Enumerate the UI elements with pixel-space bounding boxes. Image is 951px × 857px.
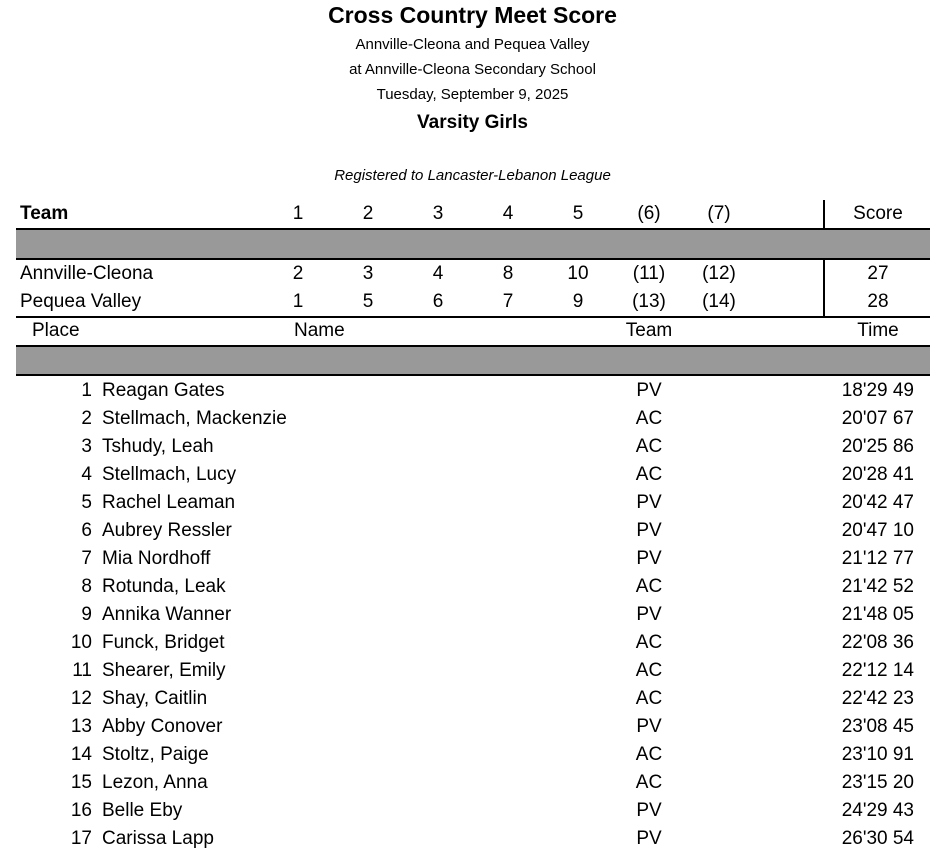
runner-team: PV bbox=[636, 828, 662, 849]
header-band bbox=[16, 347, 930, 374]
team-place: (11) bbox=[632, 263, 666, 284]
team-col-header: 3 bbox=[432, 203, 444, 224]
team-score: 27 bbox=[867, 263, 889, 284]
runner-team: PV bbox=[636, 380, 662, 401]
runner-time: 20'47 10 bbox=[841, 520, 914, 541]
runner-time: 22'08 36 bbox=[841, 632, 914, 653]
runner-time: 23'15 20 bbox=[841, 772, 914, 793]
runner-time: 20'25 86 bbox=[841, 436, 914, 457]
header-band bbox=[16, 230, 930, 258]
team-col-header: 2 bbox=[362, 203, 374, 224]
page-title: Cross Country Meet Score bbox=[328, 2, 617, 28]
place: 17 bbox=[70, 828, 92, 849]
team-score: 28 bbox=[867, 291, 889, 312]
team-place: 10 bbox=[567, 263, 589, 284]
runner-team: PV bbox=[636, 548, 662, 569]
runner-name: Rachel Leaman bbox=[102, 492, 236, 513]
time-header: Time bbox=[857, 320, 899, 341]
runner-name: Abby Conover bbox=[102, 716, 223, 737]
runner-name: Lezon, Anna bbox=[102, 772, 208, 793]
runner-time: 21'48 05 bbox=[841, 604, 914, 625]
team-header: Team bbox=[20, 203, 69, 224]
divider bbox=[16, 316, 930, 318]
team-name: Annville-Cleona bbox=[20, 263, 154, 284]
runner-time: 21'42 52 bbox=[841, 576, 914, 597]
runner-time: 21'12 77 bbox=[841, 548, 914, 569]
place: 6 bbox=[81, 520, 92, 541]
place: 4 bbox=[81, 464, 92, 485]
runner-team: PV bbox=[636, 492, 662, 513]
runner-name: Aubrey Ressler bbox=[102, 520, 232, 541]
team-place: 3 bbox=[362, 263, 374, 284]
team-place: 6 bbox=[432, 291, 444, 312]
team-place: 7 bbox=[502, 291, 514, 312]
place: 16 bbox=[70, 800, 92, 821]
runner-team: AC bbox=[635, 688, 663, 709]
team-place: 1 bbox=[292, 291, 304, 312]
runner-team: AC bbox=[635, 660, 663, 681]
runner-time: 23'10 91 bbox=[841, 744, 914, 765]
runner-team: AC bbox=[635, 408, 663, 429]
runner-team: AC bbox=[635, 632, 663, 653]
place: 12 bbox=[70, 688, 92, 709]
runner-time: 20'28 41 bbox=[841, 464, 914, 485]
runner-team: AC bbox=[635, 576, 663, 597]
runner-name: Stellmach, Mackenzie bbox=[102, 408, 287, 429]
runner-time: 24'29 43 bbox=[841, 800, 914, 821]
team-place: (13) bbox=[632, 291, 666, 312]
runner-name: Mia Nordhoff bbox=[102, 548, 211, 569]
place: 13 bbox=[70, 716, 92, 737]
place: 2 bbox=[81, 408, 92, 429]
runner-name: Funck, Bridget bbox=[102, 632, 225, 653]
team-place: 5 bbox=[362, 291, 374, 312]
team-col-header: (7) bbox=[707, 203, 731, 224]
place: 11 bbox=[72, 660, 92, 681]
team-col-header: 1 bbox=[292, 203, 304, 224]
place-header: Place bbox=[32, 320, 80, 341]
team-col-header: 4 bbox=[502, 203, 514, 224]
runner-time: 20'42 47 bbox=[841, 492, 914, 513]
runner-team: PV bbox=[636, 604, 662, 625]
divider bbox=[16, 374, 930, 376]
runner-team: AC bbox=[635, 744, 663, 765]
runner-time: 22'12 14 bbox=[841, 660, 914, 681]
runner-team: PV bbox=[636, 520, 662, 541]
runner-time: 23'08 45 bbox=[841, 716, 914, 737]
league-note: Registered to Lancaster-Lebanon League bbox=[334, 167, 611, 184]
runner-team: AC bbox=[635, 464, 663, 485]
runner-name: Shay, Caitlin bbox=[102, 688, 208, 709]
team-place: 8 bbox=[502, 263, 514, 284]
team-col-header: 5 bbox=[572, 203, 584, 224]
team-col-header: Team bbox=[625, 320, 673, 341]
place: 10 bbox=[70, 632, 92, 653]
runner-time: 18'29 49 bbox=[841, 380, 914, 401]
place: 1 bbox=[81, 380, 92, 401]
team-place: 4 bbox=[432, 263, 444, 284]
team-place: (12) bbox=[702, 263, 736, 284]
place: 5 bbox=[81, 492, 92, 513]
runner-name: Belle Eby bbox=[102, 800, 183, 821]
runner-name: Reagan Gates bbox=[102, 380, 225, 401]
runner-team: AC bbox=[635, 772, 663, 793]
runner-time: 26'30 54 bbox=[841, 828, 914, 849]
runner-team: AC bbox=[635, 436, 663, 457]
meet-date: Tuesday, September 9, 2025 bbox=[376, 86, 569, 103]
runner-name: Annika Wanner bbox=[102, 604, 232, 625]
runner-team: PV bbox=[636, 716, 662, 737]
place: 15 bbox=[70, 772, 92, 793]
runner-time: 20'07 67 bbox=[841, 408, 914, 429]
team-place: 2 bbox=[292, 263, 304, 284]
place: 14 bbox=[70, 744, 92, 765]
divider bbox=[16, 258, 930, 260]
meet-teams: Annville-Cleona and Pequea Valley bbox=[355, 36, 590, 53]
runner-name: Stoltz, Paige bbox=[102, 744, 209, 765]
score-header: Score bbox=[853, 203, 903, 224]
runner-team: PV bbox=[636, 800, 662, 821]
division-title: Varsity Girls bbox=[417, 112, 528, 133]
team-col-header: (6) bbox=[637, 203, 661, 224]
team-place: (14) bbox=[702, 291, 736, 312]
place: 3 bbox=[81, 436, 92, 457]
place: 8 bbox=[81, 576, 92, 597]
place: 9 bbox=[81, 604, 92, 625]
runner-name: Carissa Lapp bbox=[102, 828, 214, 849]
runner-name: Stellmach, Lucy bbox=[102, 464, 237, 485]
team-name: Pequea Valley bbox=[20, 291, 142, 312]
runner-name: Rotunda, Leak bbox=[102, 576, 226, 597]
team-place: 9 bbox=[572, 291, 584, 312]
place: 7 bbox=[81, 548, 92, 569]
runner-name: Shearer, Emily bbox=[102, 660, 226, 681]
name-header: Name bbox=[294, 320, 345, 341]
runner-time: 22'42 23 bbox=[841, 688, 914, 709]
meet-location: at Annville-Cleona Secondary School bbox=[349, 61, 596, 78]
runner-name: Tshudy, Leah bbox=[102, 436, 214, 457]
